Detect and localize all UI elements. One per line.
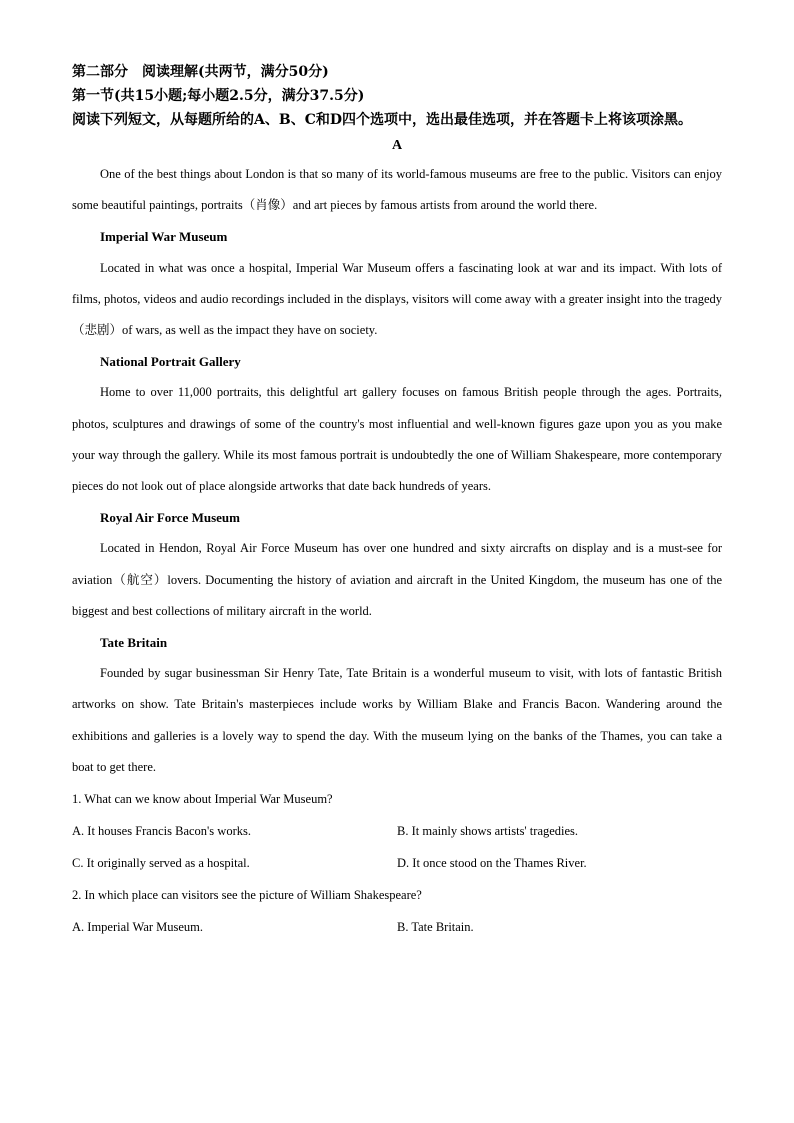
question-2-stem: 2. In which place can visitors see the picture of William Shakespeare?: [72, 888, 422, 903]
question-1-stem: 1. What can we know about Imperial War Museum?: [72, 792, 333, 807]
passage-intro: One of the best things about London is that so many of its world-famous museums are free to the public. Visitors can enjoy some beautiful paintings, portraits（肖像）and art pieces by famous artists from around the world there.: [72, 167, 722, 213]
question-1-option-d: D. It once stood on the Thames River.: [397, 856, 587, 871]
question-1-options-row-2: [72, 847, 722, 879]
section-text-royal-air-force-museum: Located in Hendon, Royal Air Force Museum has over one hundred and sixty aircrafts on display and is a must-see for aviation（航空）lovers. Documenting the history of aviation and aircraft in the United Kingdom, the museum has one of the biggest and best collections of military aircraft in the world.: [72, 541, 722, 618]
exam-page: [72, 60, 722, 943]
section-title-imperial-war-museum: Imperial War Museum: [100, 229, 228, 245]
question-2-option-a: A. Imperial War Museum.: [72, 920, 204, 935]
section-text-imperial-war-museum: Located in what was once a hospital, Imperial War Museum offers a fascinating look at war and its impact. With lots of films, photos, videos and audio recordings included in the displays, visitors will come away with a greater insight into the tragedy（悲剧）of wars, as well as the impact they have on society.: [72, 260, 722, 338]
section-title-tate-britain: Tate Britain: [100, 635, 168, 651]
section-text-tate-britain: Founded by sugar businessman Sir Henry Tate, Tate Britain is a wonderful museum to visit, with lots of fantastic British artworks on show. Tate Britain's masterpieces include works by William Blake and Francis Bacon. Wandering around the exhibitions and galleries is a lovely way to spend the day. With the museum lying on the banks of the Thames, you can take a boat to get there.: [72, 666, 722, 774]
question-1-option-a: A. It houses Francis Bacon's works.: [72, 824, 251, 839]
question-2-options-row-1: [72, 911, 722, 943]
question-1-option-b: B. It mainly shows artists' tragedies.: [397, 824, 579, 839]
question-1-options-row-1: [72, 815, 722, 847]
question-2-option-b: B. Tate Britain.: [397, 920, 474, 935]
passage-label: A: [391, 138, 403, 153]
instruction-text: 阅读下列短文，从每题所给的A、B、C和D四个选项中，选出最佳选项，并在答题卡上将该项涂黑。: [72, 112, 692, 128]
part-heading: 第二部分 阅读理解(共两节，满分50分): [72, 64, 329, 80]
question-1-option-c: C. It originally served as a hospital.: [72, 856, 250, 871]
section-title-royal-air-force-museum: Royal Air Force Museum: [100, 510, 240, 526]
section-title-national-portrait-gallery: National Portrait Gallery: [100, 354, 241, 370]
section-heading: 第一节(共15小题;每小题2.5分，满分37.5分): [72, 88, 365, 104]
section-text-national-portrait-gallery: Home to over 11,000 portraits, this delightful art gallery focuses on famous British people through the ages. Portraits, photos, sculptures and drawings of some of the country's most influential and well-known figures gaze upon you as you make your way through the gallery. While its most famous portrait is undoubtedly the one of William Shakespeare, more contemporary pieces do not look out of place alongside artworks that date back hundreds of years.: [72, 385, 722, 494]
